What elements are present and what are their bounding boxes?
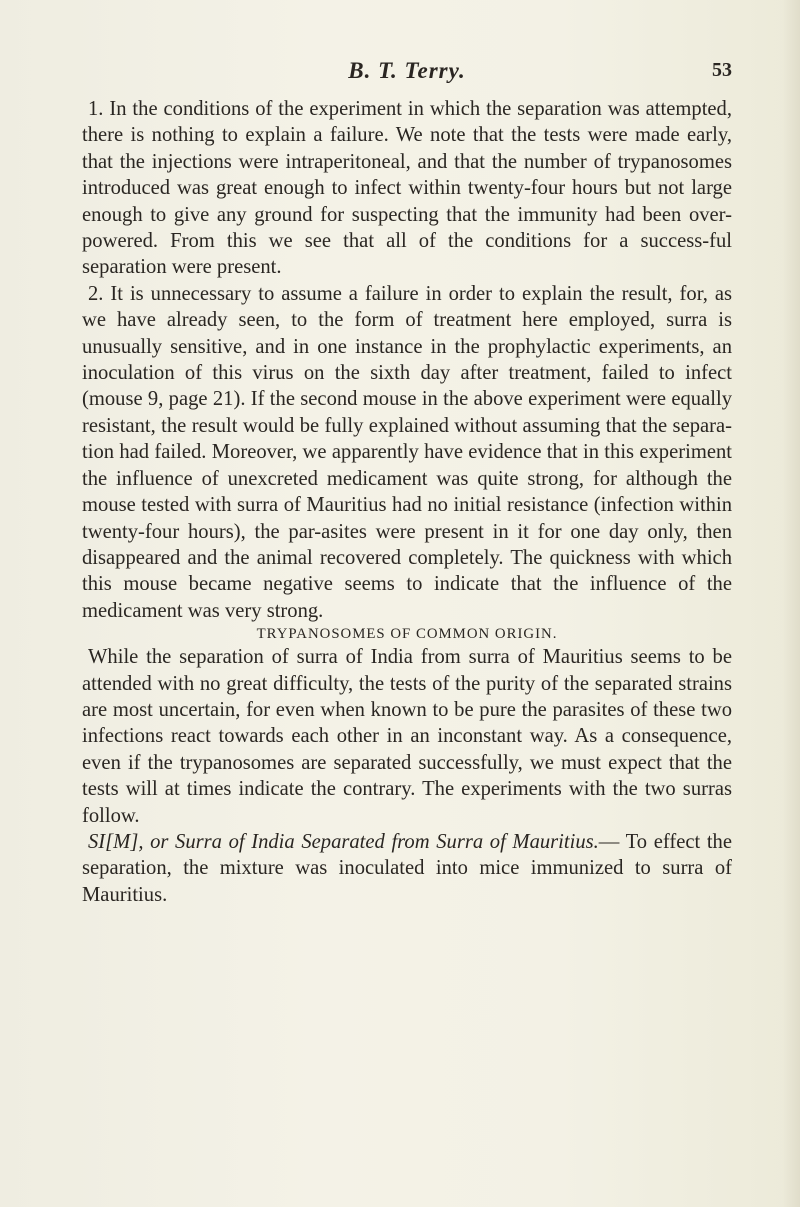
section-heading: TRYPANOSOMES OF COMMON ORIGIN. (256, 626, 558, 643)
page-header (82, 58, 732, 92)
experiment-intro-text: — To effect the separation, the mixture was inoculated into mice immunized to surra of Mauritius. (82, 830, 732, 906)
paragraph-experiment-intro (82, 829, 732, 908)
paragraph-point-1: 1. In the conditions of the experiment in which the separation was attempted, there is nothing to explain a failure. We note that the tests were made early, that the injections were intraperitoneal, and that the number of trypanosomes introduced was great enough to infect within twenty-four hours but not large enough to give any ground for suspecting that the immunity had been over-powered. From this we see that all of the conditions for a success-ful separation were present. (82, 98, 732, 279)
running-head: B. T. Terry. (348, 58, 466, 83)
page-edge-shadow (782, 0, 800, 1207)
paragraph-point-2: 2. It is unnecessary to assume a failure in order to explain the result, for, as we have already seen, to the form of treatment here employed, surra is unusually sensitive, and in one instance in the prophylactic experiments, an inoculation of this virus on the sixth day after treatment, failed to infect (mouse 9, page 21). If the second mouse in the above experiment were equally resistant, the result would be fully explained without assuming that the separa-tion had failed. Moreover, we apparently have evidence that in this experiment the influence of unexcreted medicament was quite strong, for although the mouse tested with surra of Mauritius had no initial resistance (infection within twenty-four hours), the par-asites were present in it for one day only, then disappeared and the animal recovered completely. The quickness with which this mouse became negative seems to indicate that the influence of the medicament was very strong. (82, 282, 732, 622)
experiment-subtitle: SI[M], or Surra of India Separated from Surra of Mauritius. (88, 830, 599, 853)
body-text (82, 96, 732, 908)
paragraph-common-origin: While the separation of surra of India from surra of Mauritius seems to be attended with no great difficulty, the tests of the purity of the separated strains are most uncertain, for even when known to be pure the parasites of these two infections react towards each other in an inconstant way. As a consequence, even if the trypanosomes are separated successfully, we must expect that the tests will at times indicate the contrary. The experiments with the two surras follow. (82, 646, 732, 827)
page-number: 53 (712, 59, 732, 81)
